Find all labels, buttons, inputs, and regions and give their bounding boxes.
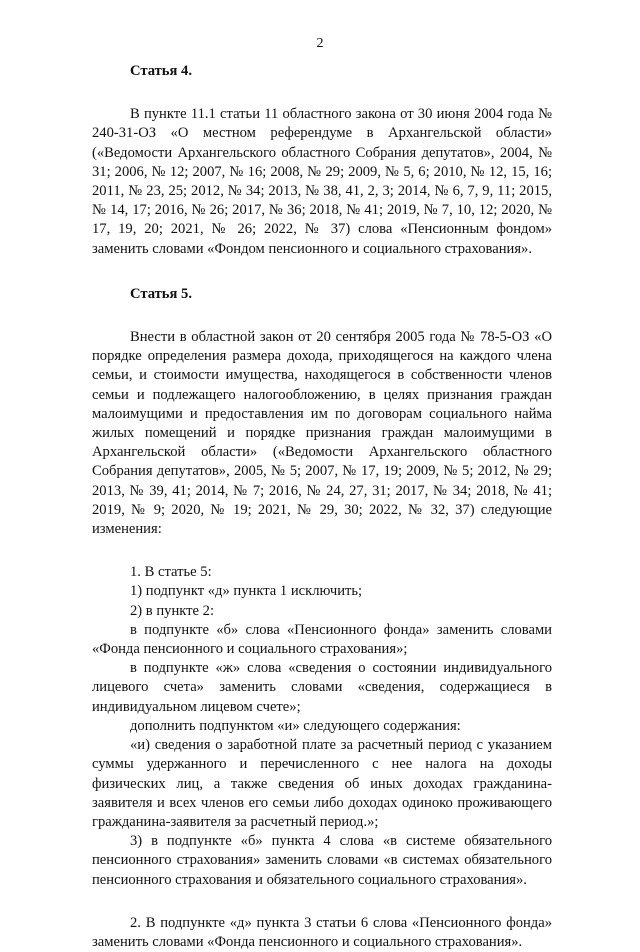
article-5-heading: Статья 5. — [130, 285, 192, 302]
article-5-subitem-2-add: дополнить подпунктом «и» следующего содержания: — [130, 717, 461, 734]
article-5-subitem-1: 1) подпункт «д» пункта 1 исключить; — [130, 583, 363, 600]
article-5-subitem-2: 2) в пункте 2: — [130, 602, 215, 619]
article-5-intro: Внести в областной закон от 20 сентября 2005 года № 78-5-ОЗ «О порядке определения размера дохода, приходящегося на каждого члена семьи, и стоимости имущества, находящегося в собственности членов семьи и подлежащего налогообложению, в целях признания граждан малоимущими и предоставления им по договорам социального найма жилых помещений и порядке признания граждан малоимущими в Архангельской области» («Ведомости Архангельского областного Собрания депутатов», 2005, № 5; 2007, № 17, 19; 2009, № 5; 2012, № 29; 2013, № 39, 41; 2014, № 7; 2016, № 24, 27, 31; 2017, № 34; 2018, № 41; 2019, № 9; 2020, № 19; 2021, № 29, 30; 2022, № 32, 37) следующие изменения: — [92, 329, 552, 538]
article-5-subitem-2-quote: «и) сведения о заработной плате за расчетный период с указанием суммы удержанного и перечисленного с нее налога на доходы физических лиц, а также сведения об иных доходах гражданина-заявителя и всех членов его семьи либо доходах одиноко проживающего гражданина-заявителя за расчетный период.»; — [92, 737, 552, 830]
document-body — [92, 62, 552, 952]
article-5-item-2: 2. В подпункте «д» пункта 3 статьи 6 слова «Пенсионного фонда» заменить словами «Фонда пенсионного и социального страхования». — [92, 914, 552, 950]
article-5-subitem-2-zh: в подпункте «ж» слова «сведения о состоянии индивидуального лицевого счета» заменить словами «сведения, содержащиеся в индивидуальном лицевом счете»; — [92, 660, 552, 715]
page-number: 2 — [316, 36, 324, 51]
article-5-subitem-2-b: в подпункте «б» слова «Пенсионного фонда» заменить словами «Фонда пенсионного и социального страхования»; — [92, 621, 552, 658]
article-4-heading: Статья 4. — [130, 63, 192, 79]
article-5-subitem-3: 3) в подпункте «б» пункта 4 слова «в системе обязательного пенсионного страхования» заменить словами «в системах обязательного пенсионного страхования и обязательного социального страхования». — [92, 833, 552, 888]
article-5-item-1: 1. В статье 5: — [130, 564, 212, 581]
article-4-text: В пункте 11.1 статьи 11 областного закона от 30 июня 2004 года № 240-31-ОЗ «О местном референдуме в Архангельской области» («Ведомости Архангельского областного Собрания депутатов», 2004, № 31; 2006, № 12; 2007, № 16; 2008, № 29; 2009, № 5, 6; 2010, № 12, 15, 16; 2011, № 23, 25; 2012, № 34; 2013, № 38, 41, 2, 3; 2014, № 6, 7, 9, 11; 2015, № 14, 17; 2016, № 26; 2017, № 36; 2018, № 41; 2019, № 7, 10, 12; 2020, № 17, 19, 20; 2021, № 26; 2022, № 37) слова «Пенсионным фондом» заменить словами «Фондом пенсионного и социального страхования». — [92, 106, 552, 257]
